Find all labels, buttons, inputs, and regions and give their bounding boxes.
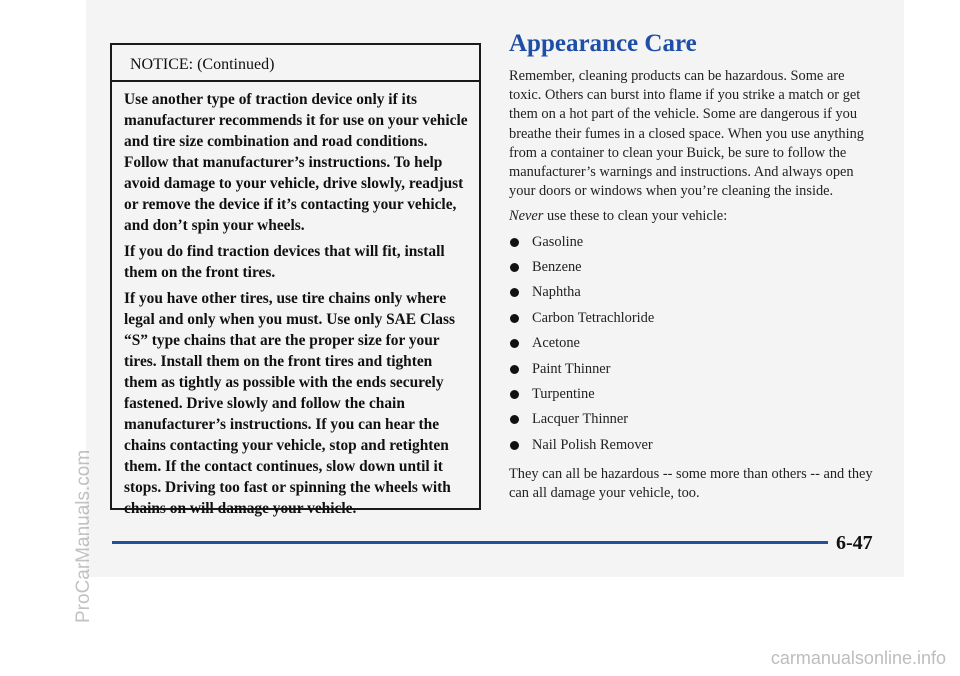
notice-paragraph: If you have other tires, use tire chains only where legal and only when you must. Use only SAE Class “S” type chains that are the proper size for your tires. Install them on the front tires and tighten them as tightly as possible with the ends securely fastened. Drive slowly and follow the chain manufacturer’s instructions. If you can hear the chains contacting your vehicle, stop and retighten them. If the contact continues, slow down until it stops. Driving too fast or spinning the wheels with chains on will damage your vehicle. <box>124 290 455 517</box>
bullet-icon <box>510 390 519 399</box>
list-item: Naphtha <box>509 283 879 308</box>
bullet-icon <box>510 365 519 374</box>
list-item: Lacquer Thinner <box>509 410 879 435</box>
bullet-icon <box>510 339 519 348</box>
bullet-icon <box>510 288 519 297</box>
list-item: Gasoline <box>509 233 879 258</box>
notice-title: NOTICE: (Continued) <box>112 45 479 82</box>
list-item: Nail Polish Remover <box>509 436 879 461</box>
section-content <box>509 67 879 504</box>
bullet-icon <box>510 441 519 450</box>
lead-text: use these to clean your vehicle: <box>543 208 728 225</box>
bullet-icon <box>510 238 519 247</box>
notice-paragraph: Use another type of traction device only if its manufacturer recommends it for use on your vehicle and tire size combination and road conditions. Follow that manufacturer’s instructions. To help avoid damage to your vehicle, drive slowly, readjust or remove the device if it’s contacting your vehicle, and don’t spin your wheels. <box>124 91 468 234</box>
footer-rule <box>112 541 828 544</box>
notice-paragraph: If you do find traction devices that will fit, install them on the front tires. <box>124 243 445 281</box>
bottom-watermark[interactable]: carmanualsonline.info <box>770 648 946 668</box>
lead-emphasis: Never <box>509 208 544 225</box>
list-lead <box>509 207 879 226</box>
intro-paragraph: Remember, cleaning products can be hazardous. Some are toxic. Others can burst into flame if you strike a match or get them on a hot part of the vehicle. Some are dangerous if you breathe their fumes in a closed space. When you use anything from a container to clean your Buick, be sure to follow the manufacturer’s warnings and instructions. And always open your doors or windows when you’re cleaning the inside. <box>509 68 864 200</box>
list-item: Paint Thinner <box>509 360 879 385</box>
bullet-icon <box>510 263 519 272</box>
list-item: Turpentine <box>509 385 879 410</box>
notice-body <box>112 82 479 519</box>
cleaner-list <box>509 233 879 462</box>
bullet-icon <box>510 314 519 323</box>
list-item: Acetone <box>509 334 879 359</box>
section-heading: Appearance Care <box>509 30 697 57</box>
list-item: Carbon Tetrachloride <box>509 309 879 334</box>
notice-box <box>110 43 481 517</box>
side-watermark-text: ProCarManuals.com <box>73 449 94 623</box>
bullet-icon <box>510 415 519 424</box>
closing-paragraph: They can all be hazardous -- some more than others -- and they can all damage your vehicle, too. <box>509 466 873 502</box>
page-number: 6-47 <box>836 532 873 554</box>
list-item: Benzene <box>509 258 879 283</box>
